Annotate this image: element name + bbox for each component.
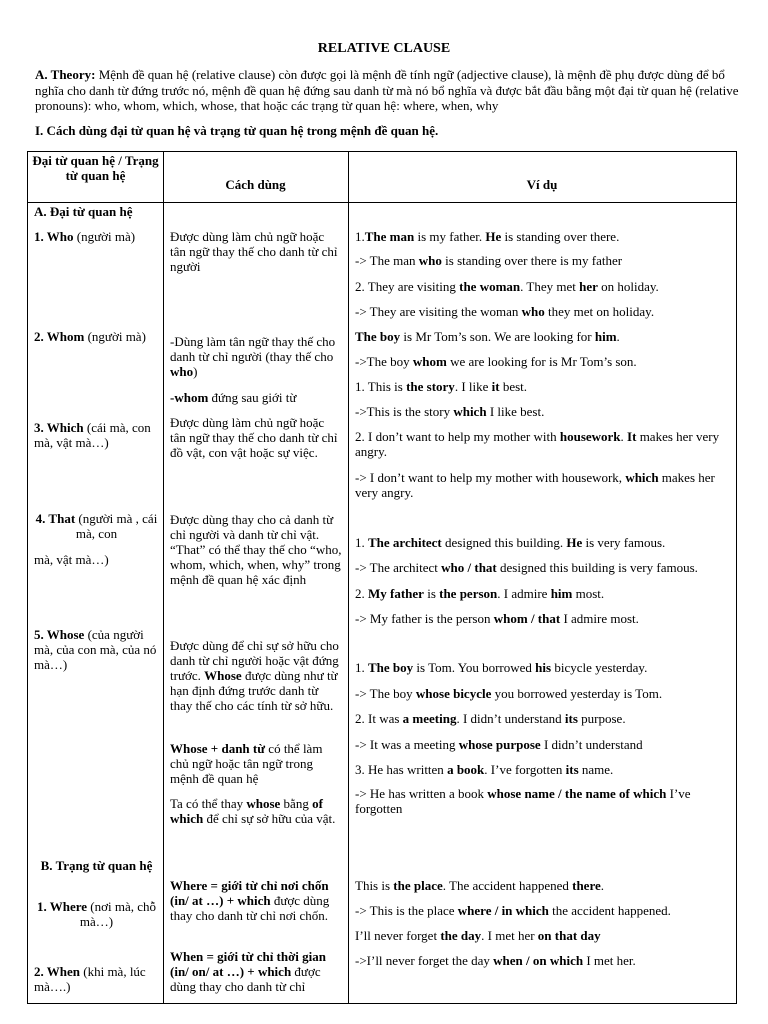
document-title: RELATIVE CLAUSE: [317, 41, 451, 56]
example-line: ->This is the story which I like best.: [355, 404, 545, 419]
header-pronoun: Đại từ quan hệ / Trạng từ quan hệ: [32, 153, 159, 183]
header-usage: Cách dùng: [225, 177, 286, 192]
example-line: ->I’ll never forget the day when / on which I met her.: [355, 953, 636, 968]
term-where: 1. Where (nơi mà, chỗ mà…): [36, 899, 157, 929]
usage-whose-3: Ta có thể thay whose bằng of which để chỉ sự sở hữu của vật.: [170, 796, 336, 826]
example-line: 2. They are visiting the woman. They met her on holiday.: [355, 279, 659, 294]
example-line: -> I don’t want to help my mother with housework, which makes her very angry.: [355, 470, 715, 500]
example-line: 1. The architect designed this building. He is very famous.: [355, 535, 666, 550]
example-line: -> The man who is standing over there is my father: [355, 253, 623, 268]
term-who: 1. Who (người mà): [34, 229, 136, 244]
usage-when: When = giới từ chỉ thời gian (in/ on/ at …) + which được dùng thay cho danh từ chỉ: [170, 949, 327, 994]
example-line: 1. The boy is Tom. You borrowed his bicycle yesterday.: [355, 660, 648, 675]
example-line: -> This is the place where / in which the accident happened.: [355, 903, 671, 918]
term-when: 2. When (khi mà, lúc mà….): [34, 964, 146, 994]
term-that-gloss: mà, vật mà…): [34, 552, 109, 567]
example-line: 2. My father is the person. I admire him most.: [355, 586, 605, 601]
relative-clause-table: [27, 151, 737, 1004]
theory-label: A. Theory:: [35, 67, 96, 82]
header-divider: [28, 202, 736, 203]
header-example: Ví dụ: [526, 177, 558, 192]
example-line: 3. He has written a book. I’ve forgotten its name.: [355, 762, 614, 777]
example-line: -> The architect who / that designed this building is very famous.: [355, 560, 698, 575]
example-line: -> My father is the person whom / that I admire most.: [355, 611, 639, 626]
example-line: -> It was a meeting whose purpose I didn’t understand: [355, 737, 643, 752]
theory-text: Mệnh đề quan hệ (relative clause) còn được gọi là mệnh đề tính ngữ (adjective clause), là mệnh đề phụ được dùng để bổ nghĩa cho danh từ đứng trước nó, mệnh đề quan hệ đứng sau danh từ mà nó bổ nghĩa và được bắt đầu bằng một đại từ quan hệ (relative pronouns): who, whom, which, whose, that hoặc các trạng từ quan hệ: where, when, why: [35, 67, 739, 113]
usage-that: Được dùng thay cho cả danh từ chỉ người và danh từ chỉ vật. “That” có thể thay thế cho “who, whom, which, when, why” trong mệnh đề quan hệ xác định: [170, 512, 342, 587]
example-line: -> The boy whose bicycle you borrowed yesterday is Tom.: [355, 686, 663, 701]
term-whose: 5. Whose (của người mà, của con mà, của nó mà…): [34, 627, 157, 672]
usage-whom-1: -Dùng làm tân ngữ thay thế cho danh từ chỉ người (thay thế cho who): [170, 334, 336, 379]
term-whom: 2. Whom (người mà): [34, 329, 146, 344]
column-divider: [348, 152, 349, 1003]
usage-whose-1: Được dùng để chỉ sự sở hữu cho danh từ chỉ người hoặc vật đứng trước. Whose được dùng như từ hạn định đứng trước danh từ thay thế cho các tính từ sở hữu.: [170, 638, 339, 713]
section-heading: I. Cách dùng đại từ quan hệ và trạng từ quan hệ trong mệnh đề quan hệ.: [35, 123, 439, 138]
example-line: ->The boy whom we are looking for is Mr Tom’s son.: [355, 354, 637, 369]
example-line: This is the place. The accident happened there.: [355, 878, 604, 893]
column-divider: [163, 152, 164, 1003]
theory-paragraph: [35, 67, 755, 114]
usage-whose-2: Whose + danh từ có thể làm chủ ngữ hoặc tân ngữ trong mệnh đề quan hệ: [170, 741, 323, 786]
example-line: I’ll never forget the day. I met her on that day: [355, 928, 601, 943]
example-line: 1.The man is my father. He is standing over there.: [355, 229, 620, 244]
example-line: 2. It was a meeting. I didn’t understand its purpose.: [355, 711, 626, 726]
usage-where: Where = giới từ chỉ nơi chốn (in/ at …) + which được dùng thay cho danh từ chỉ nơi chốn.: [170, 878, 330, 923]
example-line: 1. This is the story. I like it best.: [355, 379, 528, 394]
example-line: 2. I don’t want to help my mother with housework. It makes her very angry.: [355, 429, 720, 459]
example-line: The boy is Mr Tom’s son. We are looking for him.: [355, 329, 620, 344]
group-b-label: B. Trạng từ quan hệ: [40, 858, 153, 873]
usage-which: Được dùng làm chủ ngữ hoặc tân ngữ thay thế cho danh từ chỉ đồ vật, con vật hoặc sự việc.: [170, 415, 338, 460]
example-line: -> They are visiting the woman who they met on holiday.: [355, 304, 655, 319]
usage-whom-2: -whom đứng sau giới từ: [170, 390, 297, 405]
term-that: 4. That (người mà , cái mà, con: [35, 511, 158, 541]
term-which: 3. Which (cái mà, con mà, vật mà…): [34, 420, 151, 450]
usage-who: Được dùng làm chủ ngữ hoặc tân ngữ thay thế cho danh từ chỉ người: [170, 229, 338, 274]
group-a-label: A. Đại từ quan hệ: [34, 204, 133, 219]
example-line: -> He has written a book whose name / the name of which I’ve forgotten: [355, 786, 691, 816]
